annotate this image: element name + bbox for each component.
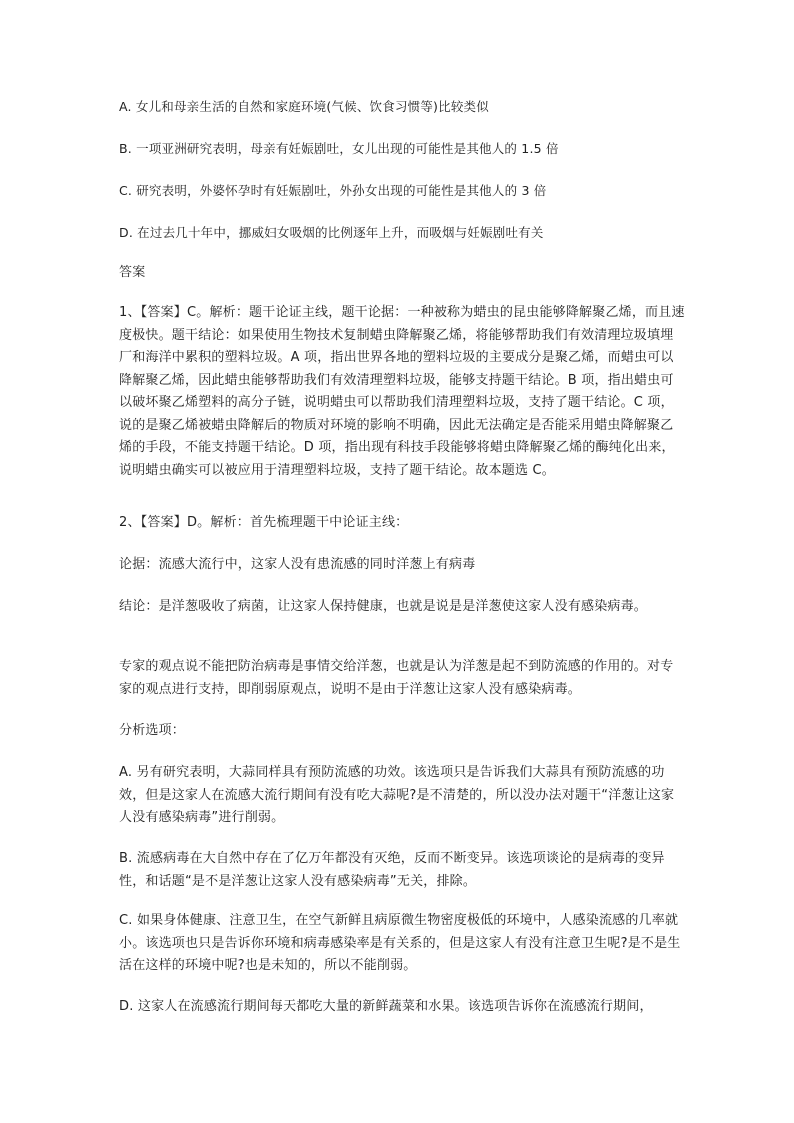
- analysis-heading: 分析选项：: [119, 723, 186, 738]
- conclusion: 结论：是洋葱吸收了病菌，让这家人保持健康，也就是说是是洋葱使这家人没有感染病毒。: [119, 599, 648, 614]
- expert-view: 专家的观点说不能把防治病毒是事情交给洋葱，也就是认为洋葱是起不到防流感的作用的。对专家的观点进行支持，即削弱原观点，说明不是由于洋葱让这家人没有感染病毒。: [119, 659, 674, 697]
- option-d: D. 在过去几十年中，挪威妇女吸烟的比例逐年上升，而吸烟与妊娠剧吐有关: [119, 225, 544, 240]
- analysis-a: A. 另有研究表明，大蒜同样具有预防流感的功效。该选项只是告诉我们大蒜具有预防流感的功效，但是这家人在流感大流行期间有没有吃大蒜呢?是不清楚的，所以没办法对题干“洋葱让这家人没有感染病毒”进行削弱。: [119, 765, 675, 825]
- option-b: B. 一项亚洲研究表明，母亲有妊娠剧吐，女儿出现的可能性是其他人的 1.5 倍: [119, 141, 559, 156]
- option-a: A. 女儿和母亲生活的自然和家庭环境(气候、饮食习惯等)比较类似: [119, 99, 489, 114]
- analysis-b: B. 流感病毒在大自然中存在了亿万年都没有灭绝，反而不断变异。该选项谈论的是病毒的变异性，和话题“是不是洋葱让这家人没有感染病毒”无关，排除。: [119, 851, 665, 889]
- analysis-c: C. 如果身体健康、注意卫生，在空气新鲜且病原微生物密度极低的环境中，人感染流感的几率就小。该选项也只是告诉你环境和病毒感染率是有关系的，但是这家人有没有注意卫生呢?是不是生活在这样的环境中呢?也是未知的，所以不能削弱。: [119, 913, 681, 973]
- answer-2: 2、【答案】D。解析：首先梳理题干中论证主线：: [119, 515, 409, 530]
- premise: 论据：流感大流行中，这家人没有患流感的同时洋葱上有病毒: [119, 557, 476, 572]
- option-c: C. 研究表明，外婆怀孕时有妊娠剧吐，外孙女出现的可能性是其他人的 3 倍: [119, 183, 547, 198]
- answer-heading: 答案: [119, 265, 146, 280]
- analysis-d: D. 这家人在流感流行期间每天都吃大量的新鲜蔬菜和水果。该选项告诉你在流感流行期间，: [119, 999, 653, 1014]
- answer-1: 1、【答案】C。解析：题干论证主线，题干论据：一种被称为蜡虫的昆虫能够降解聚乙烯，而且速度极快。题干结论：如果使用生物技术复制蜡虫降解聚乙烯，将能够帮助我们有效清理垃圾填埋厂和海洋中累积的塑料垃圾。A 项，指出世界各地的塑料垃圾的主要成分是聚乙烯，而蜡虫可以降解聚乙烯，因此蜡虫能够帮助我们有效清理塑料垃圾，能够支持题干结论。B 项，指出蜡虫可以破坏聚乙烯塑料的高分子链，说明蜡虫可以帮助我们清理塑料垃圾，支持了题干结论。C 项，说的是聚乙烯被蜡虫降解后的物质对环境的影响不明确，因此无法确定是否能采用蜡虫降解聚乙烯的手段，不能支持题干结论。D 项，指出现有科技手段能够将蜡虫降解聚乙烯的酶纯化出来，说明蜡虫确实可以被应用于清理塑料垃圾，支持了题干结论。故本题选 C。: [119, 305, 685, 478]
